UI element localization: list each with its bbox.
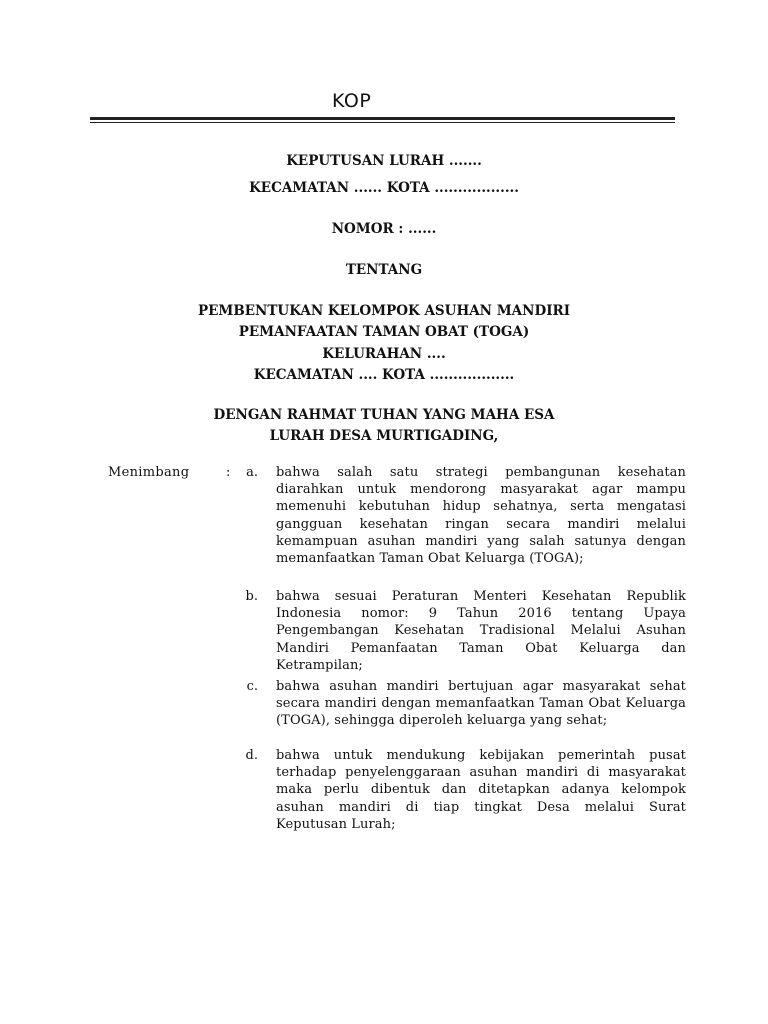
menimbang-colon: : [226, 465, 231, 480]
item-letter-a: a. [246, 465, 258, 480]
decree-title: KEPUTUSAN LURAH ....... [286, 153, 482, 169]
item-text-d: bahwa untuk mendukung kebijakan pemerintah pusat terhadap penyelenggaraan asuhan mandiri di masyarakat maka perlu dibentuk dan ditetapkan adanya kelompok asuhan mandiri di tiap tingkat Desa melalui Surat Keputusan Lurah; [276, 748, 686, 832]
item-letter-c: c. [246, 679, 258, 694]
letterhead-kop: KOP [332, 90, 372, 112]
item-text-a: bahwa salah satu strategi pembangunan kesehatan diarahkan untuk mendorong masyarakat agar mampu memenuhi kebutuhan hidup sehatnya, serta mengatasi gangguan kesehatan ringan secara mandiri melalui kemampuan asuhan mandiri yang salah satunya dengan memanfaatkan Taman Obat Keluarga (TOGA); [276, 465, 686, 567]
decree-rahmat: DENGAN RAHMAT TUHAN YANG MAHA ESA [213, 407, 555, 423]
letterhead-rule-thick [90, 117, 675, 120]
letterhead-rule-thin [90, 122, 675, 123]
item-letter-d: d. [245, 748, 258, 763]
decree-lurah: LURAH DESA MURTIGADING, [269, 428, 499, 444]
decree-district: KECAMATAN ...... KOTA .................. [249, 180, 519, 196]
decree-number: NOMOR : ...... [331, 221, 437, 237]
decree-tentang: TENTANG [345, 262, 423, 278]
decree-subject-4: KECAMATAN .... KOTA .................. [253, 367, 515, 383]
item-text-b: bahwa sesuai Peraturan Menteri Kesehatan Republik Indonesia nomor: 9 Tahun 2016 tentang Upaya Pengembangan Kesehatan Tradisional Melalui Asuhan Mandiri Pemanfaatan Taman Obat Keluarga dan Ketrampilan; [276, 589, 686, 673]
item-text-c: bahwa asuhan mandiri bertujuan agar masyarakat sehat secara mandiri dengan memanfaatkan Taman Obat Keluarga (TOGA), sehingga diperoleh keluarga yang sehat; [276, 679, 686, 729]
decree-subject-2: PEMANFAATAN TAMAN OBAT (TOGA) [238, 324, 530, 340]
menimbang-label: Menimbang [108, 465, 190, 480]
decree-subject-3: KELURAHAN .... [322, 346, 446, 362]
decree-subject-1: PEMBENTUKAN KELOMPOK ASUHAN MANDIRI [197, 303, 571, 319]
item-letter-b: b. [245, 589, 258, 604]
